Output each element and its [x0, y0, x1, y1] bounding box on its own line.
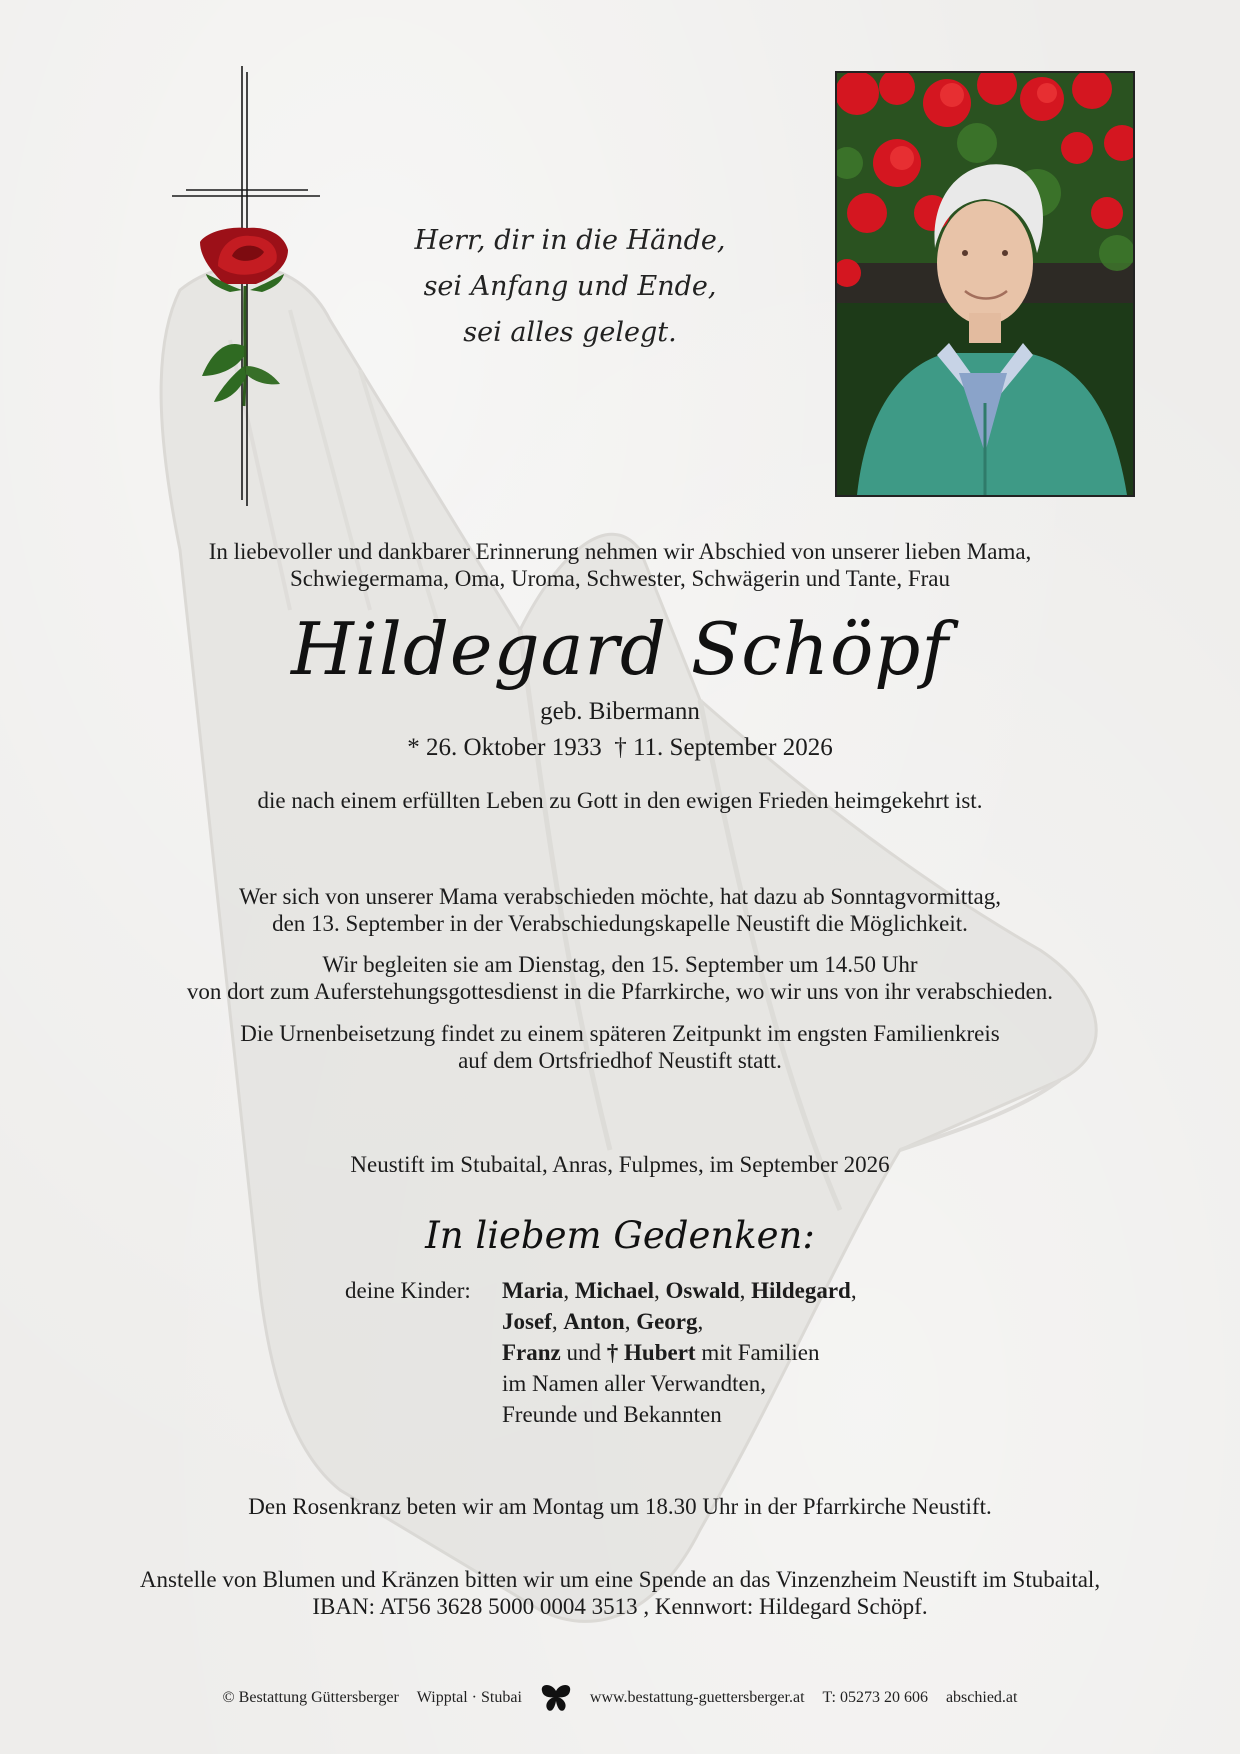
life-dates: * 26. Oktober 1933 † 11. September 2026: [407, 734, 833, 761]
homecoming-text: die nach einem erfüllten Leben zu Gott in den ewigen Frieden heimgekehrt ist.: [257, 788, 983, 813]
donation-notice: [0, 1566, 1240, 1620]
birth-name: geb. Bibermann: [540, 698, 700, 725]
cross-icon: [170, 66, 320, 506]
footer: [0, 1680, 1240, 1716]
child-name: Hildegard: [751, 1278, 851, 1303]
farewell-paragraph-3: [0, 1020, 1240, 1074]
mourners-und: und: [566, 1340, 602, 1365]
farewell-p3-line-1: Die Urnenbeisetzung findet zu einem späteren Zeitpunkt im engsten Familienkreis: [240, 1021, 1000, 1046]
child-name: Franz: [502, 1340, 561, 1365]
verse-line-1: Herr, dir in die Hände,: [414, 225, 726, 256]
footer-phone: T: 05273 20 606: [822, 1689, 928, 1706]
mourners-line-2: Josef, Anton, Georg,: [502, 1309, 704, 1334]
farewell-p1-line-2: den 13. September in der Verabschiedungskapelle Neustift die Möglichkeit.: [272, 911, 968, 936]
intro-text: [0, 538, 1240, 592]
mourners-friends: Freunde und Bekannten: [502, 1402, 722, 1427]
verse-line-3: sei alles gelegt.: [463, 317, 677, 348]
footer-region: Wipptal · Stubai: [416, 1689, 522, 1706]
child-name: † Hubert: [606, 1340, 696, 1365]
child-name: Oswald: [665, 1278, 740, 1303]
child-name: Anton: [563, 1309, 625, 1334]
rosary-notice: Den Rosenkranz beten wir am Montag um 18.30 Uhr in der Pfarrkirche Neustift.: [248, 1494, 992, 1519]
verse-line-2: sei Anfang und Ende,: [423, 271, 717, 302]
mourners-relatives: im Namen aller Verwandten,: [502, 1371, 766, 1396]
rose-icon: [200, 228, 288, 406]
mourners-line-1: Maria, Michael, Oswald, Hildegard,: [502, 1278, 857, 1303]
child-name: Josef: [502, 1309, 552, 1334]
mourners-label: deine Kinder:: [345, 1278, 471, 1303]
child-name: Maria: [502, 1278, 564, 1303]
intro-line-1: In liebevoller und dankbarer Erinnerung nehmen wir Abschied von unserer lieben Mama,: [208, 539, 1032, 564]
footer-site2[interactable]: abschied.at: [945, 1689, 1018, 1706]
mourners-line-3: [502, 1337, 857, 1368]
farewell-p2-line-1: Wir begleiten sie am Dienstag, den 15. September um 14.50 Uhr: [322, 952, 918, 977]
memory-heading: In liebem Gedenken:: [425, 1214, 815, 1257]
farewell-p2-line-2: von dort zum Auferstehungsgottesdienst in die Pfarrkirche, wo wir uns von ihr verabschieden.: [186, 979, 1054, 1004]
deceased-name: Hildegard Schöpf: [290, 607, 950, 691]
butterfly-icon: [540, 1683, 572, 1713]
verse: [360, 218, 780, 356]
farewell-paragraph-2: [0, 951, 1240, 1005]
child-name: Michael: [574, 1278, 655, 1303]
farewell-p1-line-1: Wer sich von unserer Mama verabschieden möchte, hat dazu ab Sonntagvormittag,: [238, 884, 1001, 909]
footer-website[interactable]: www.bestattung-guettersberger.at: [589, 1689, 805, 1706]
place-date: Neustift im Stubaital, Anras, Fulpmes, im September 2026: [350, 1152, 890, 1177]
portrait-photo: [835, 71, 1135, 497]
intro-line-2: Schwiegermama, Oma, Uroma, Schwester, Schwägerin und Tante, Frau: [289, 566, 951, 591]
footer-company: © Bestattung Güttersberger: [222, 1689, 399, 1706]
farewell-paragraph-1: [0, 883, 1240, 937]
donation-line-1: Anstelle von Blumen und Kränzen bitten wir um eine Spende an das Vinzenzheim Neustift im Stubaital,: [139, 1567, 1101, 1592]
child-name: Georg: [636, 1309, 698, 1334]
farewell-p3-line-2: auf dem Ortsfriedhof Neustift statt.: [458, 1048, 782, 1073]
mourners-families: mit Familien: [701, 1340, 820, 1365]
donation-line-2: IBAN: AT56 3628 5000 0004 3513 , Kennwort: Hildegard Schöpf.: [312, 1594, 928, 1619]
